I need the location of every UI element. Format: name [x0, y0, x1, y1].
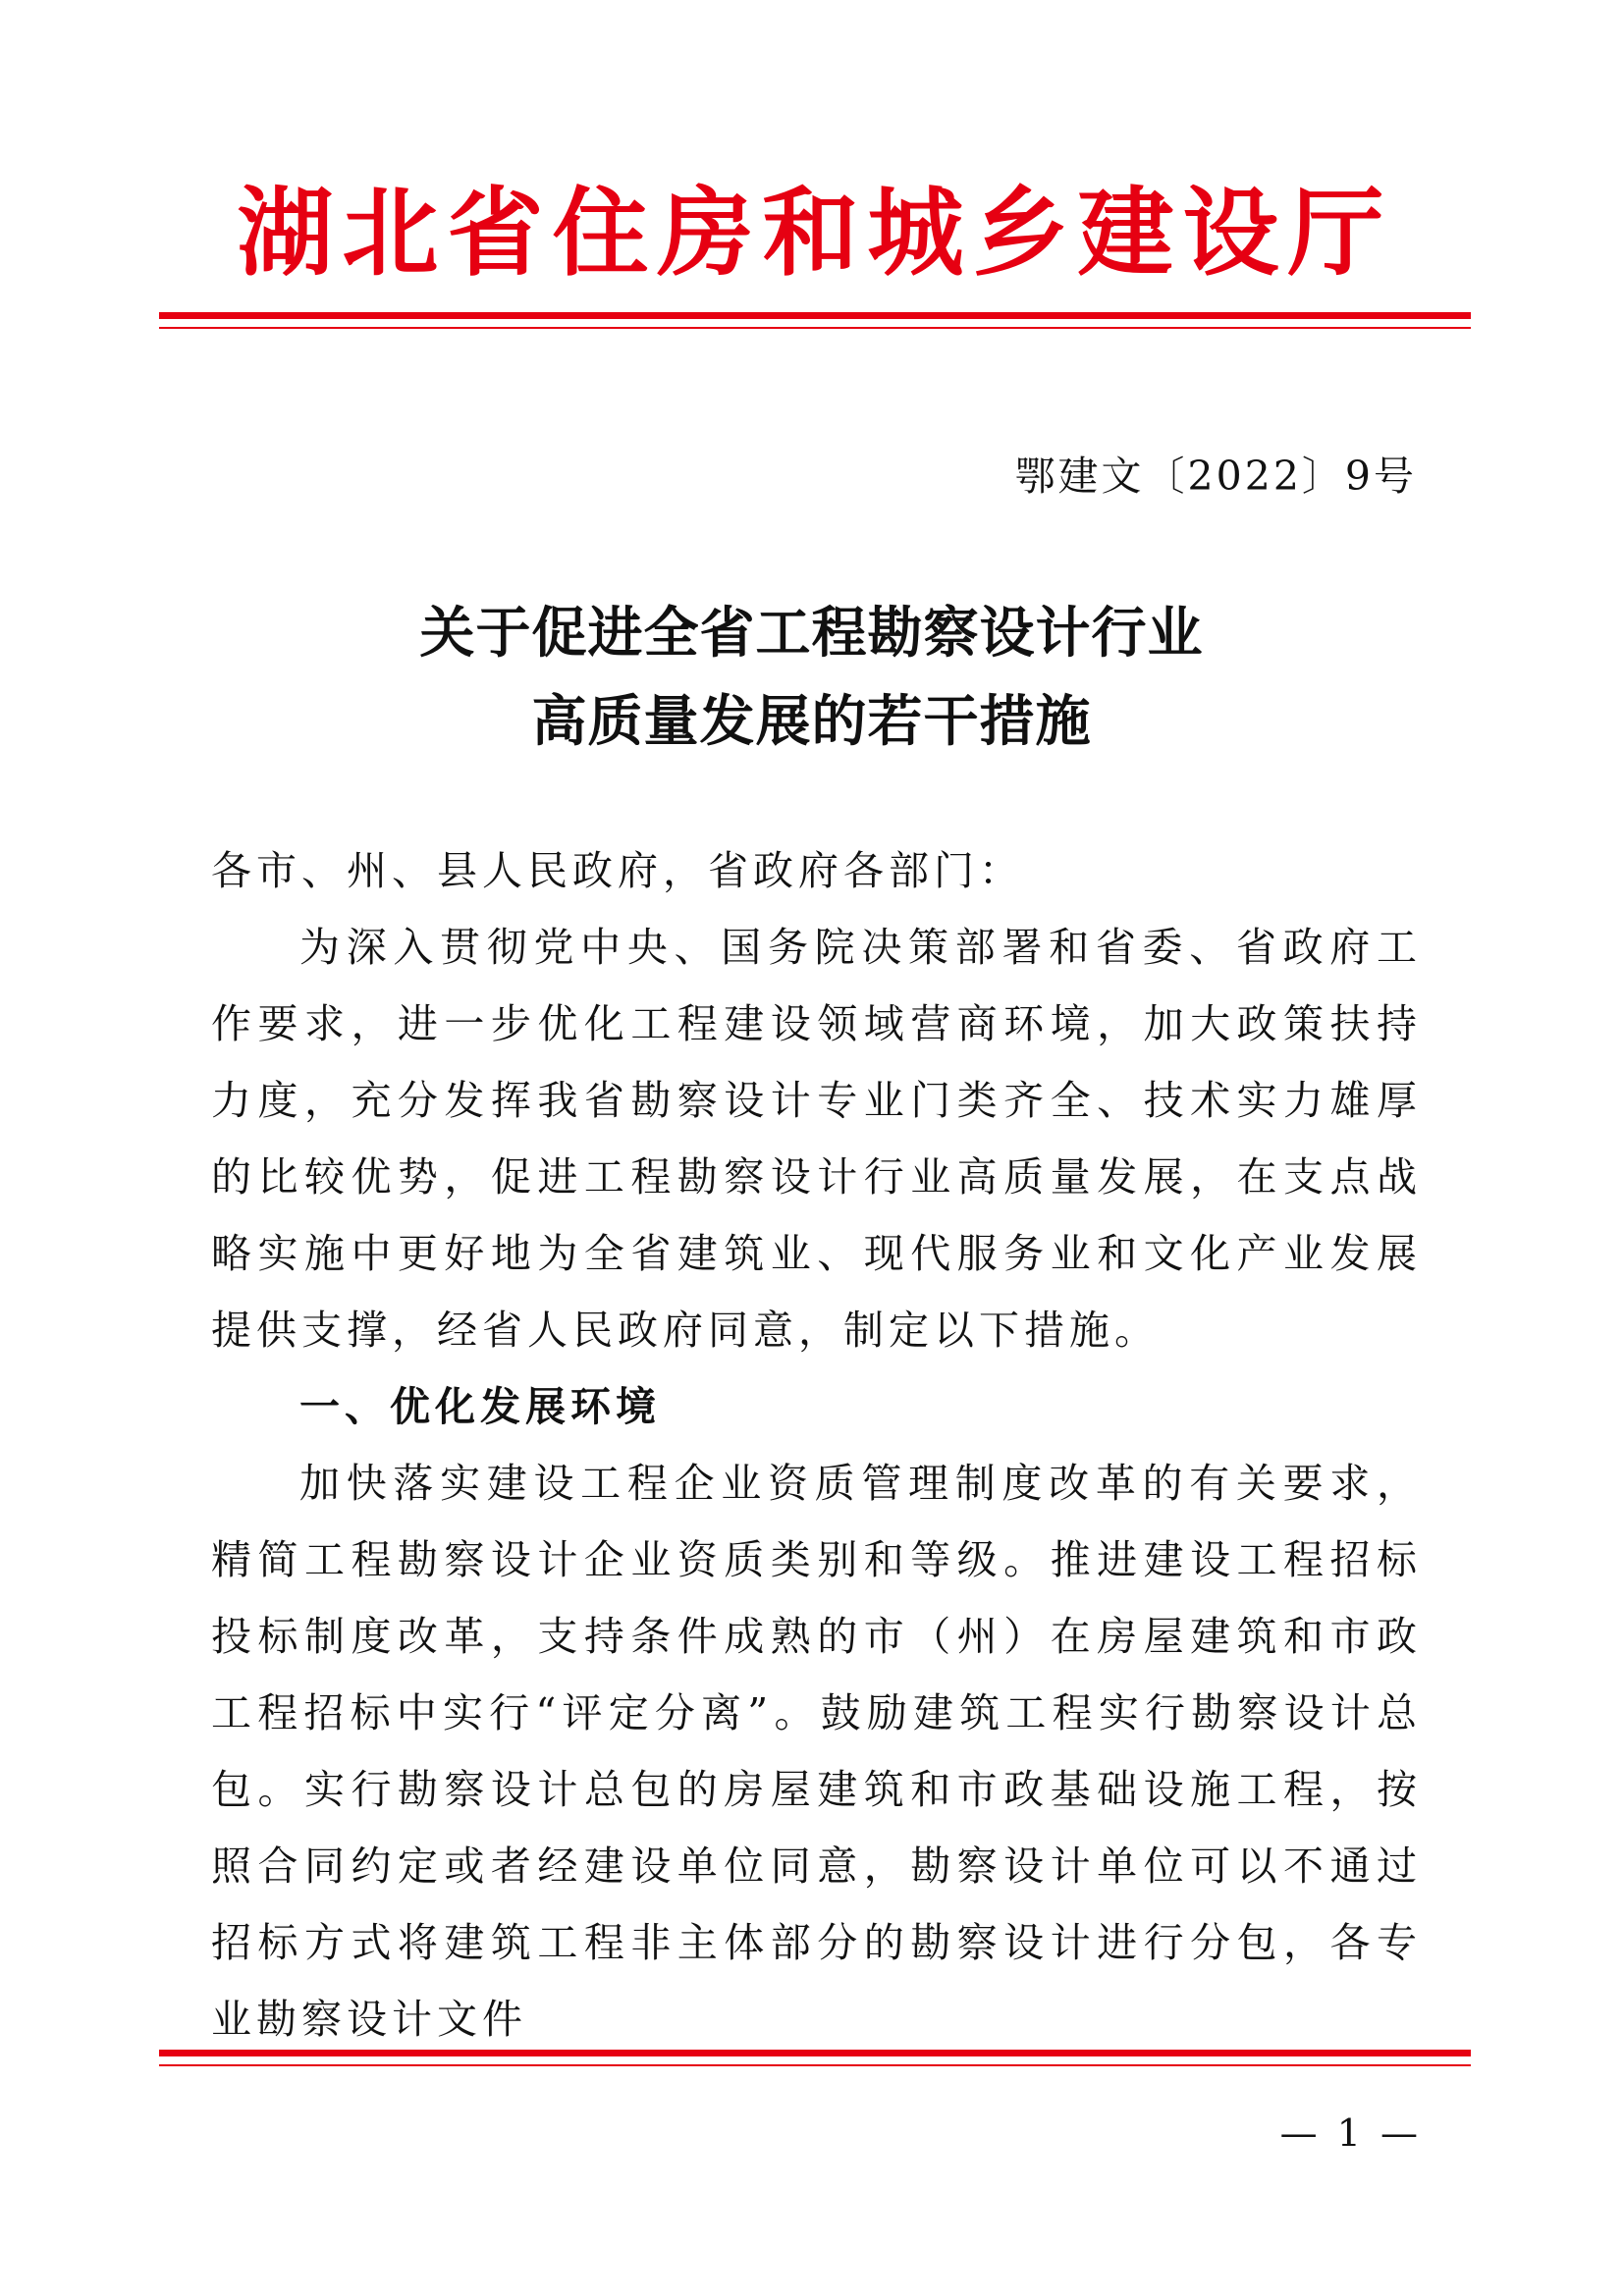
document-title-line-1: 关于促进全省工程勘察设计行业	[419, 601, 1204, 666]
footer-red-rule-thin	[159, 2064, 1471, 2066]
agency-letterhead-title: 湖北省住房和城乡建设厅	[237, 178, 1393, 290]
document-title-line-2: 高质量发展的若干措施	[531, 689, 1092, 754]
header-red-rule-thick	[159, 312, 1471, 319]
document-number: 鄂建文〔2022〕9号	[1014, 453, 1417, 500]
section-heading-1: 一、优化发展环境	[299, 1383, 661, 1430]
document-title	[196, 589, 1427, 766]
intro-paragraph: 为深入贯彻党中央、国务院决策部署和省委、省政府工作要求，进一步优化工程建设领域营商环境，加大政策扶持力度，充分发挥我省勘察设计专业门类齐全、技术实力雄厚的比较优势，促进工程勘察设计行业高质量发展，在支点战略实施中更好地为全省建筑业、现代服务业和文化产业发展提供支撑，经省人民政府同意，制定以下措施。	[211, 924, 1422, 1354]
footer-red-rule-thick	[159, 2050, 1471, 2056]
section-1-paragraph: 加快落实建设工程企业资质管理制度改革的有关要求，精简工程勘察设计企业资质类别和等级。推进建设工程招标投标制度改革，支持条件成熟的市（州）在房屋建筑和市政工程招标中实行“评定分离”。鼓励建筑工程实行勘察设计总包。实行勘察设计总包的房屋建筑和市政基础设施工程，按照合同约定或者经建设单位同意，勘察设计单位可以不通过招标方式将建筑工程非主体部分的勘察设计进行分包，各专业勘察设计文件	[211, 1460, 1422, 2043]
document-body	[211, 832, 1422, 2057]
header-red-rule-thin	[159, 327, 1471, 329]
salutation: 各市、州、县人民政府，省政府各部门：	[211, 847, 1024, 894]
page-number: — 1 —	[1279, 2111, 1422, 2155]
